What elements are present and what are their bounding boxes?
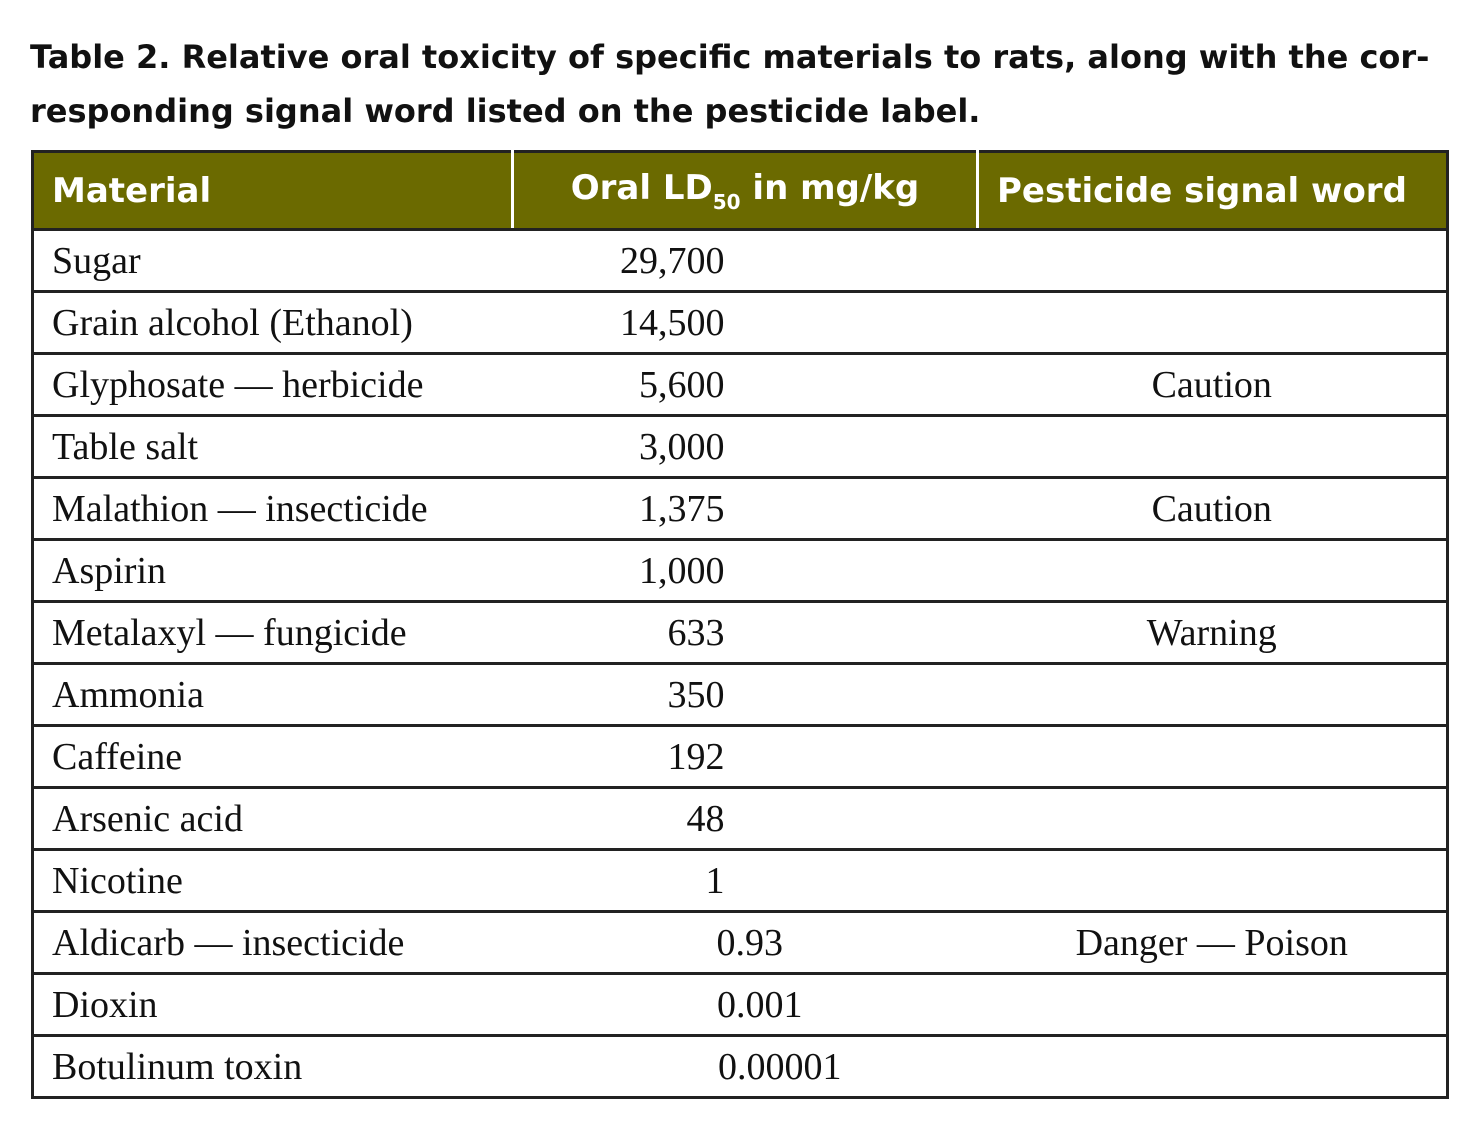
cell-signal-word <box>978 974 1448 1036</box>
cell-ld50 <box>513 292 978 354</box>
cell-material: Table salt <box>33 416 513 478</box>
cell-ld50 <box>513 850 978 912</box>
ld50-value: 633 <box>667 611 725 654</box>
cell-signal-word: Danger — Poison <box>978 912 1448 974</box>
cell-ld50 <box>513 726 978 788</box>
table-row <box>33 478 1448 540</box>
cell-signal-word: Caution <box>978 354 1448 416</box>
cell-material: Grain alcohol (Ethanol) <box>33 292 513 354</box>
ld50-value: 5,600 <box>639 363 725 406</box>
cell-material: Arsenic acid <box>33 788 513 850</box>
cell-ld50 <box>513 354 978 416</box>
ld50-value: 48 <box>686 797 725 840</box>
table-row <box>33 602 1448 664</box>
ld50-value: 14,500 <box>620 301 725 344</box>
cell-material: Sugar <box>33 230 513 292</box>
cell-signal-word <box>978 292 1448 354</box>
ld50-value: 350 <box>667 673 725 716</box>
table-row <box>33 292 1448 354</box>
header-ld50-subscript: 50 <box>712 189 741 214</box>
ld50-value: 0.001 <box>717 983 803 1026</box>
table-row <box>33 230 1448 292</box>
cell-material: Aldicarb — insecticide <box>33 912 513 974</box>
table-row <box>33 416 1448 478</box>
cell-ld50 <box>513 540 978 602</box>
cell-signal-word <box>978 664 1448 726</box>
cell-signal-word: Warning <box>978 602 1448 664</box>
toxicity-table <box>31 150 1449 1099</box>
header-oral-ld50 <box>513 152 978 230</box>
ld50-value: 1,375 <box>639 487 725 530</box>
table-row <box>33 726 1448 788</box>
cell-ld50 <box>513 416 978 478</box>
cell-material: Malathion — insecticide <box>33 478 513 540</box>
table-row <box>33 850 1448 912</box>
ld50-value: 29,700 <box>620 239 725 282</box>
cell-ld50 <box>513 912 978 974</box>
cell-material: Dioxin <box>33 974 513 1036</box>
table-header <box>33 152 1448 230</box>
header-signal-word: Pesticide signal word <box>978 152 1448 230</box>
cell-signal-word <box>978 850 1448 912</box>
cell-ld50 <box>513 664 978 726</box>
header-ld50-suffix: in mg/kg <box>740 167 920 208</box>
cell-ld50 <box>513 230 978 292</box>
table-row <box>33 788 1448 850</box>
cell-material: Botulinum toxin <box>33 1036 513 1098</box>
cell-ld50 <box>513 602 978 664</box>
cell-signal-word: Caution <box>978 478 1448 540</box>
caption-line-1: Table 2. Relative oral toxicity of specific materials to rats, along with the cor- <box>30 38 1430 76</box>
ld50-value: 0.00001 <box>718 1045 842 1088</box>
header-ld50-prefix: Oral LD <box>570 167 713 208</box>
table-row <box>33 354 1448 416</box>
ld50-value: 1 <box>705 859 725 902</box>
ld50-value: 192 <box>667 735 725 778</box>
cell-signal-word <box>978 230 1448 292</box>
cell-ld50 <box>513 478 978 540</box>
cell-material: Aspirin <box>33 540 513 602</box>
cell-signal-word <box>978 416 1448 478</box>
cell-signal-word <box>978 788 1448 850</box>
header-row <box>33 152 1448 230</box>
table-row <box>33 1036 1448 1098</box>
cell-signal-word <box>978 726 1448 788</box>
caption-line-2: responding signal word listed on the pesticide label. <box>30 92 981 130</box>
table-body <box>33 230 1448 1098</box>
table-row <box>33 664 1448 726</box>
table-row <box>33 540 1448 602</box>
cell-material: Ammonia <box>33 664 513 726</box>
ld50-value: 0.93 <box>716 921 783 964</box>
table-row <box>33 912 1448 974</box>
cell-ld50 <box>513 1036 978 1098</box>
cell-material: Nicotine <box>33 850 513 912</box>
cell-material: Glyphosate — herbicide <box>33 354 513 416</box>
header-material: Material <box>33 152 513 230</box>
cell-ld50 <box>513 974 978 1036</box>
table-row <box>33 974 1448 1036</box>
cell-material: Caffeine <box>33 726 513 788</box>
cell-ld50 <box>513 788 978 850</box>
ld50-value: 3,000 <box>639 425 725 468</box>
cell-material: Metalaxyl — fungicide <box>33 602 513 664</box>
table-caption <box>30 30 1450 138</box>
ld50-value: 1,000 <box>639 549 725 592</box>
cell-signal-word <box>978 1036 1448 1098</box>
cell-signal-word <box>978 540 1448 602</box>
